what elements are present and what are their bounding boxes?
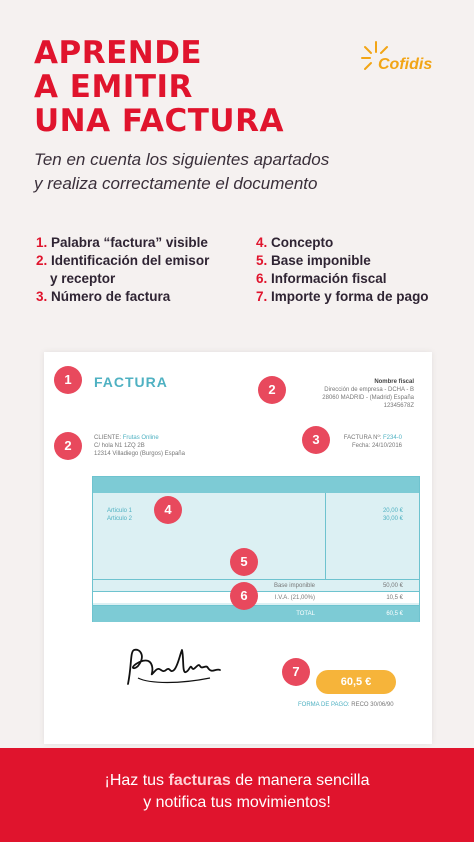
issuer-nif: 12345678Z	[383, 403, 414, 409]
invoice-document	[44, 352, 432, 744]
subtitle-line-1: Ten en cuenta los siguientes apartados	[34, 150, 330, 169]
list-item: 5. Base imponible	[256, 253, 371, 268]
marker-2-cliente: 2	[54, 432, 82, 460]
footer-highlight: facturas	[168, 772, 231, 789]
client-label: CLIENTE:	[94, 435, 122, 441]
subtitle	[34, 148, 454, 196]
client-details	[94, 434, 185, 458]
base-value: 50,00 €	[382, 583, 403, 589]
table-divider	[325, 493, 326, 579]
list-item: y receptor	[50, 271, 116, 286]
price-1: 20,00 €	[382, 508, 403, 514]
client-address-1: C/ hola N1 1ZQ 2B	[94, 443, 145, 449]
cofidis-logo	[356, 38, 446, 98]
invoice-date: Fecha: 24/10/2016	[351, 443, 402, 449]
client-name: Frutas Online	[122, 435, 159, 441]
marker-2-emisor: 2	[258, 376, 286, 404]
list-item: 7. Importe y forma de pago	[256, 289, 429, 304]
table-header	[93, 477, 419, 493]
steps-list-left	[36, 234, 246, 306]
payment-value: RECO 30/06/90	[351, 702, 394, 708]
payment-label: FORMA DE PAGO:	[298, 702, 350, 708]
brand-name: Cofidis	[378, 56, 433, 73]
iva-label: I.V.A. (21,00%)	[274, 595, 315, 601]
price-2: 30,00 €	[382, 516, 403, 522]
marker-3: 3	[302, 426, 330, 454]
total-row	[93, 605, 419, 622]
client-address-2: 12314 Villadiego (Burgos) España	[94, 451, 185, 457]
issuer-address-2: 28060 MADRID - (Madrid) España	[322, 395, 414, 401]
subtitle-line-2: y realiza correctamente el documento	[34, 174, 318, 193]
total-label: TOTAL	[296, 611, 315, 617]
marker-6: 6	[230, 582, 258, 610]
iva-value: 10,5 €	[386, 595, 403, 601]
invoice-number-block	[282, 434, 402, 450]
invoice-heading: FACTURA	[94, 374, 168, 390]
title-line-1: APRENDE	[34, 35, 203, 71]
issuer-name: Nombre fiscal	[374, 379, 414, 385]
list-item: 2. Identificación del emisor	[36, 253, 210, 268]
title-line-3: UNA FACTURA	[34, 103, 284, 139]
item-2: Articulo 2	[107, 516, 133, 522]
item-list	[107, 507, 132, 523]
marker-7: 7	[282, 658, 310, 686]
item-1: Articulo 1	[107, 508, 133, 514]
title-line-2: A EMITIR	[34, 69, 193, 105]
signature-image	[120, 644, 238, 690]
price-list	[383, 507, 403, 523]
invoice-number: F234-0	[382, 435, 402, 441]
base-label: Base imponible	[273, 583, 315, 589]
list-item: 4. Concepto	[256, 235, 334, 250]
steps-list-right	[256, 234, 456, 306]
issuer-address-1: Dirección de empresa - DCHA - B	[324, 387, 414, 393]
list-item: 6. Información fiscal	[256, 271, 387, 286]
total-value: 60,5 €	[386, 611, 403, 617]
payment-method	[298, 702, 424, 708]
footer-text: ¡Haz tus facturas de manera sencilla y notifica tus movimientos!	[0, 770, 474, 814]
footer-banner	[0, 748, 474, 842]
list-item: 3. Número de factura	[36, 289, 171, 304]
list-item: 1. Palabra “factura” visible	[36, 235, 208, 250]
marker-4: 4	[154, 496, 182, 524]
page-title	[34, 36, 334, 138]
footer-line-2: y notifica tus movimientos!	[143, 794, 331, 811]
payment-amount-badge: 60,5 €	[316, 670, 396, 694]
marker-1: 1	[54, 366, 82, 394]
marker-5: 5	[230, 548, 258, 576]
invoice-number-label: FACTURA Nº:	[343, 435, 382, 441]
